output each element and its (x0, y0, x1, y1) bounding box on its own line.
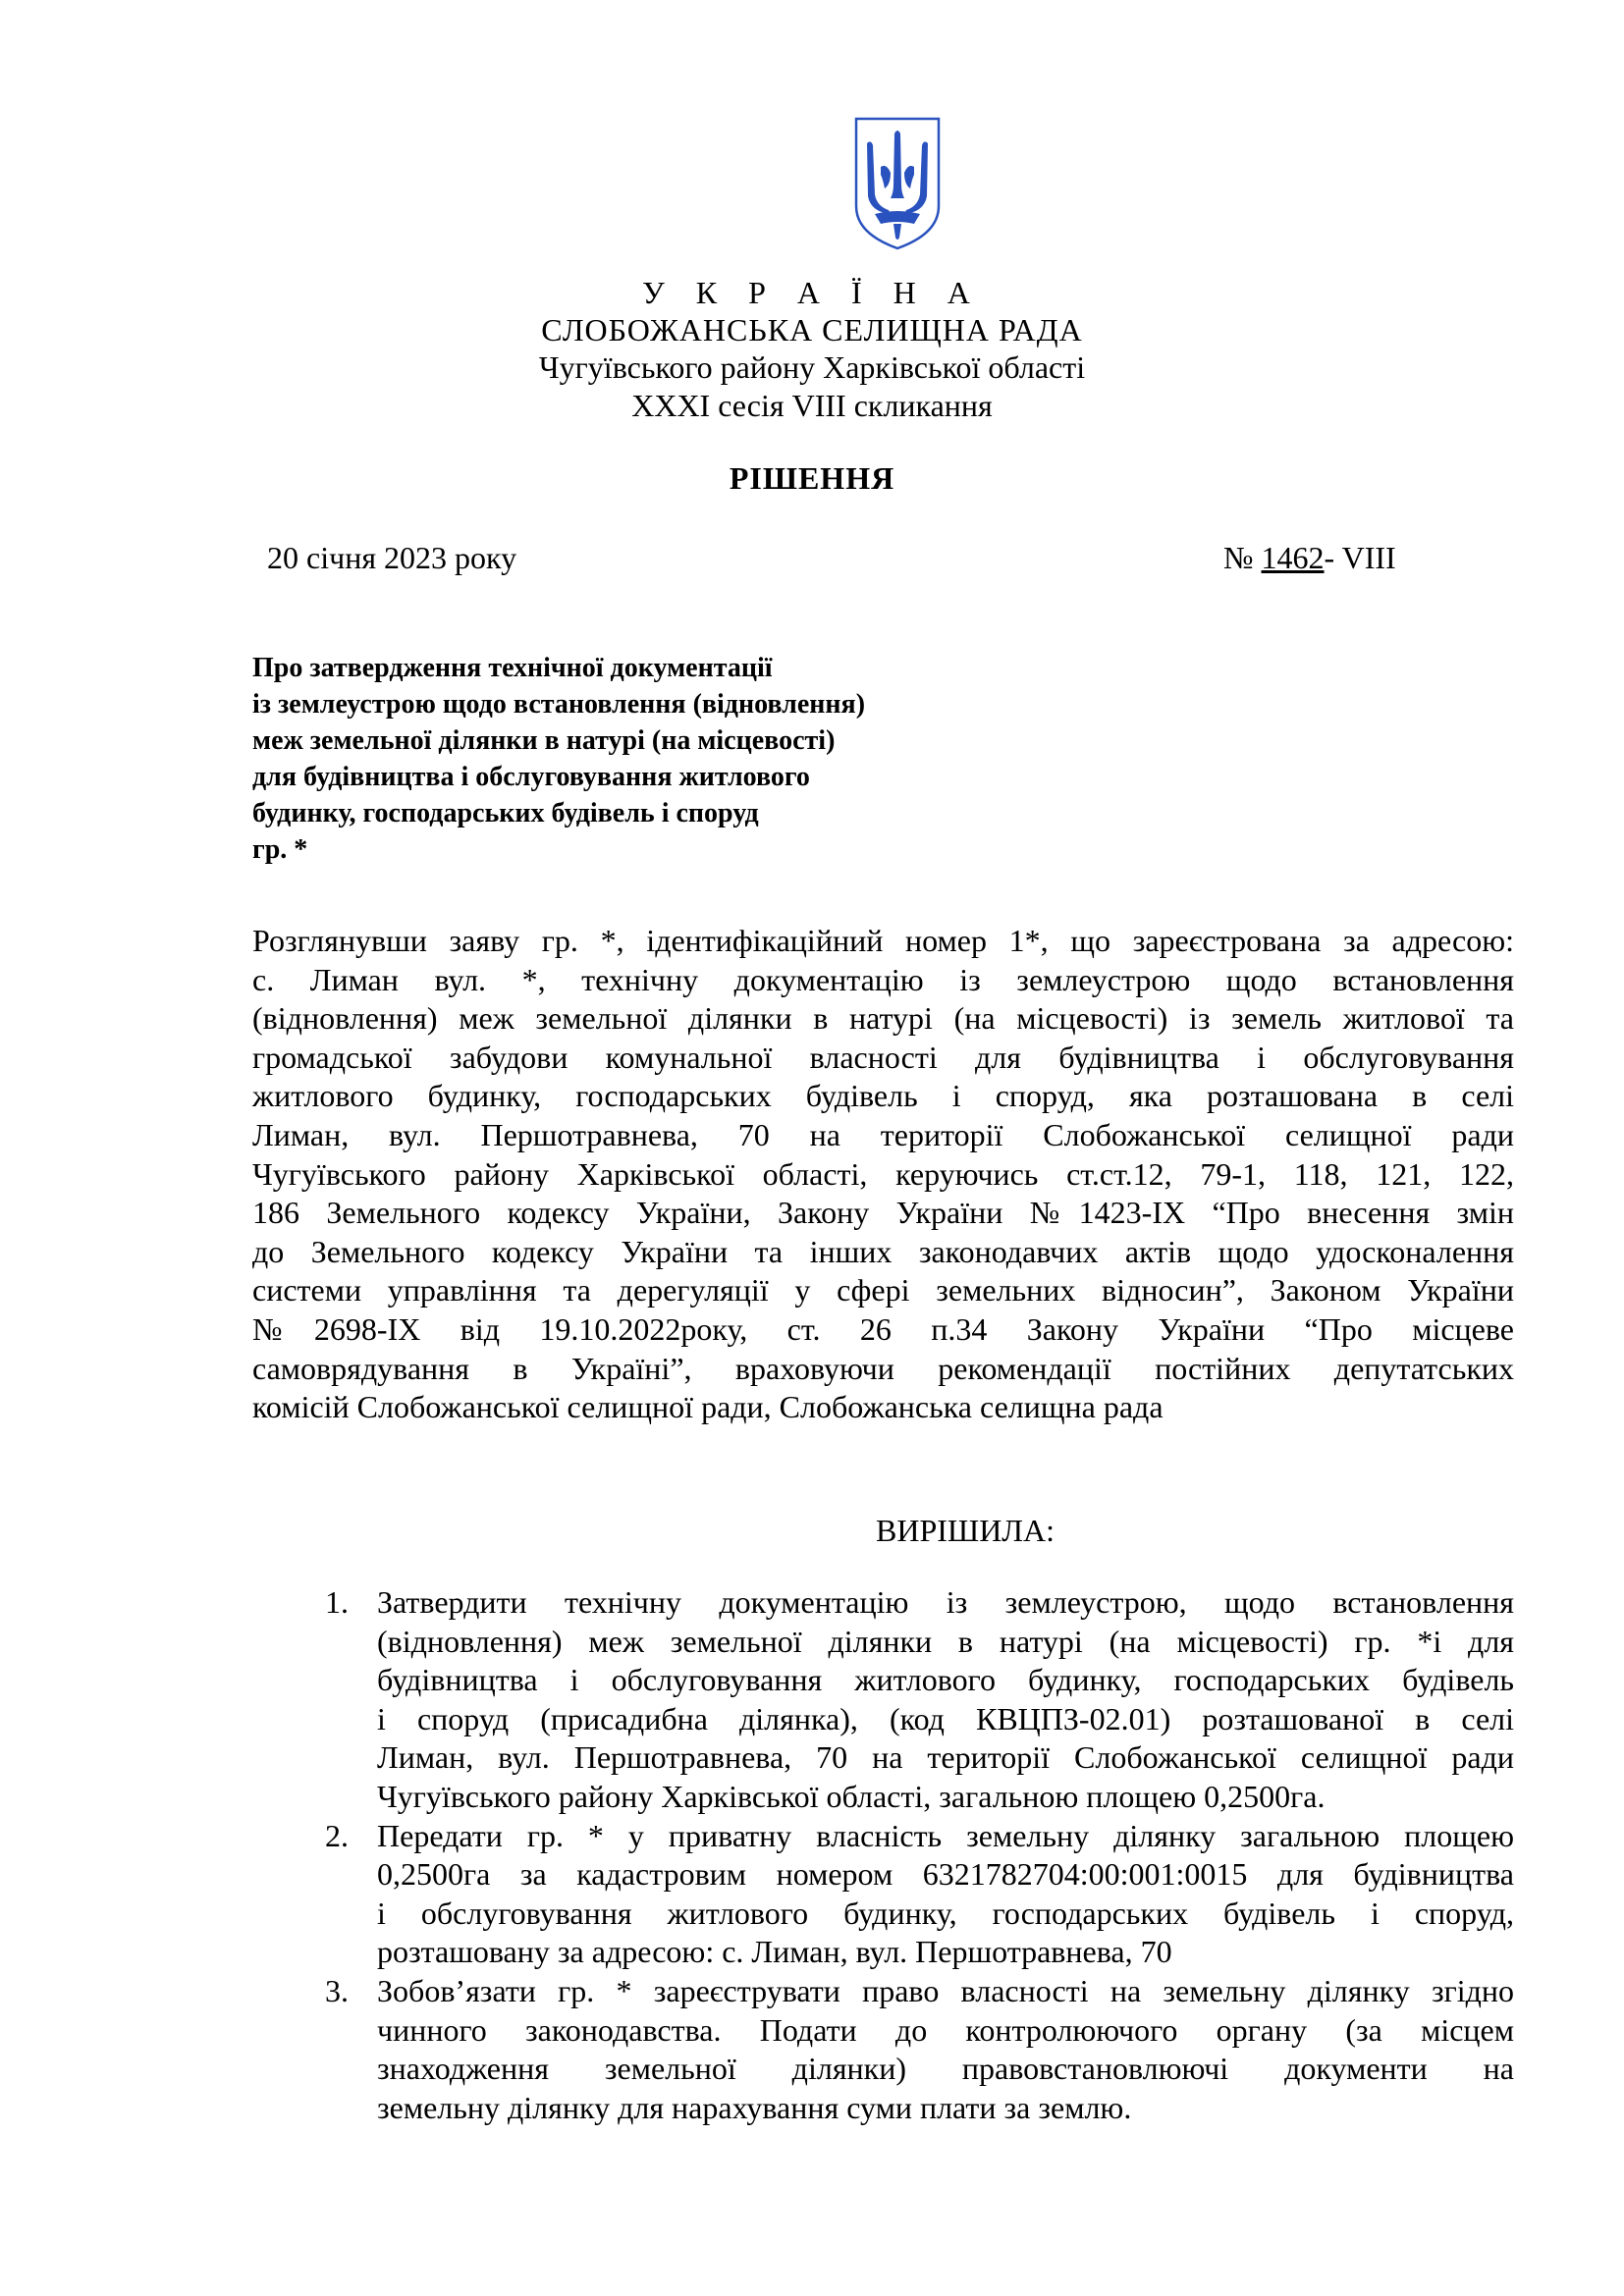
subject-line: Про затвердження технічної документації (252, 653, 773, 683)
point-line: і обслуговування житлового будинку, господарських будівель і споруд, (377, 1895, 1514, 1931)
ukraine-coat-of-arms-icon (853, 116, 942, 251)
decision-number (1223, 538, 1396, 577)
point-line: Зобов’язати гр. * зареєструвати право власності на земельну ділянку згідно (377, 1972, 1514, 2008)
point-number: 2. (325, 1817, 349, 1853)
point-line: Лиман, вул. Першотравнева, 70 на території Слобожанської селищної ради (377, 1739, 1514, 1776)
decision-title: РІШЕННЯ (729, 460, 895, 496)
subject-line: гр. * (252, 834, 308, 865)
decision-subject (252, 650, 999, 868)
resolved-heading: ВИРІШИЛА: (876, 1513, 1055, 1548)
country-name: У К Р А Ї Н А (642, 275, 982, 310)
number-value: 1462 (1261, 540, 1325, 575)
decision-point (252, 1972, 1514, 2127)
point-number: 3. (325, 1972, 349, 2008)
preamble-line: комісій Слобожанської селищної ради, Слобожанська селищна рада (252, 1389, 1164, 1425)
session-info: XXXI сесія VIII скликання (631, 388, 993, 423)
number-suffix: - VIII (1324, 540, 1396, 575)
subject-line: меж земельної ділянки в натурі (на місцевості) (252, 725, 836, 756)
point-line: (відновлення) меж земельної ділянки в натурі (на місцевості) гр. *і для (377, 1623, 1514, 1659)
point-line: чинного законодавства. Подати до контролюючого органу (за місцем (377, 2011, 1514, 2048)
subject-line: будинку, господарських будівель і споруд (252, 798, 759, 828)
point-line: розташовану за адресою: с. Лиман, вул. Першотравнева, 70 (377, 1934, 1172, 1970)
point-line: будівництва і обслуговування житлового будинку, господарських будівель (377, 1662, 1514, 1698)
decision-point (252, 1583, 1514, 1817)
preamble-line: системи управління та дерегуляції у сфері земельних відносин”, Законом України (252, 1272, 1514, 1308)
preamble-line: с. Лиман вул. *, технічну документацію із землеустрою щодо встановлення (252, 961, 1514, 997)
point-line: Чугуївського району Харківської області, загальною площею 0,2500га. (377, 1778, 1326, 1814)
preamble-line: житлового будинку, господарських будівель і споруд, яка розташована в селі (252, 1078, 1514, 1114)
subject-line: для будівництва і обслуговування житлового (252, 762, 810, 792)
preamble-line: до Земельного кодексу України та інших законодавчих актів щодо удосконалення (252, 1233, 1514, 1269)
point-line: Передати гр. * у приватну власність земельну ділянку загальною площею (377, 1817, 1514, 1853)
subject-line: із землеустрою щодо встановлення (відновлення) (252, 689, 866, 720)
point-line: Затвердити технічну документацію із землеустрою, щодо встановлення (377, 1584, 1514, 1620)
preamble-line: №2698-IX від 19.10.2022року, ст. 26 п.34 Закону України “Про місцеве (252, 1310, 1514, 1347)
preamble-line: Розглянувши заяву гр. *, ідентифікаційний номер 1*, що зареєстрована за адресою: (252, 923, 1514, 958)
preamble-line: самоврядування в Україні”, враховуючи рекомендації постійних депутатських (252, 1350, 1514, 1386)
preamble-line: Чугуївського району Харківської області, керуючись ст.ст.12, 79-1, 118, 121, 122, (252, 1155, 1514, 1192)
preamble-paragraph (252, 922, 1514, 1427)
preamble-line: Лиман, вул. Першотравнева, 70 на території Слобожанської селищної ради (252, 1116, 1514, 1152)
point-line: і споруд (присадибна ділянка), (код КВЦПЗ-02.01) розташованої в селі (377, 1700, 1514, 1736)
point-line: 0,2500га за кадастровим номером 6321782704:00:001:0015 для будівництва (377, 1856, 1514, 1893)
district-name: Чугуївського району Харківської області (538, 349, 1086, 385)
decision-point (252, 1817, 1514, 1972)
point-number: 1. (325, 1584, 349, 1620)
council-name: СЛОБОЖАНСЬКА СЕЛИЩНА РАДА (541, 312, 1083, 347)
preamble-line: (відновлення) меж земельної ділянки в натурі (на місцевості) із земель житлової та (252, 1000, 1514, 1037)
preamble-line: 186 Земельного кодексу України, Закону України №1423-IX “Про внесення змін (252, 1195, 1514, 1231)
number-prefix: № (1223, 540, 1262, 575)
preamble-line: громадської забудови комунальної власності для будівництва і обслуговування (252, 1039, 1514, 1075)
decision-points (252, 1583, 1514, 2127)
point-line: знаходження земельної ділянки) правовстановлюючі документи на (377, 2051, 1514, 2087)
point-line: земельну ділянку для нарахування суми плати за землю. (377, 2089, 1132, 2125)
decision-date: 20 січня 2023 року (267, 540, 517, 575)
